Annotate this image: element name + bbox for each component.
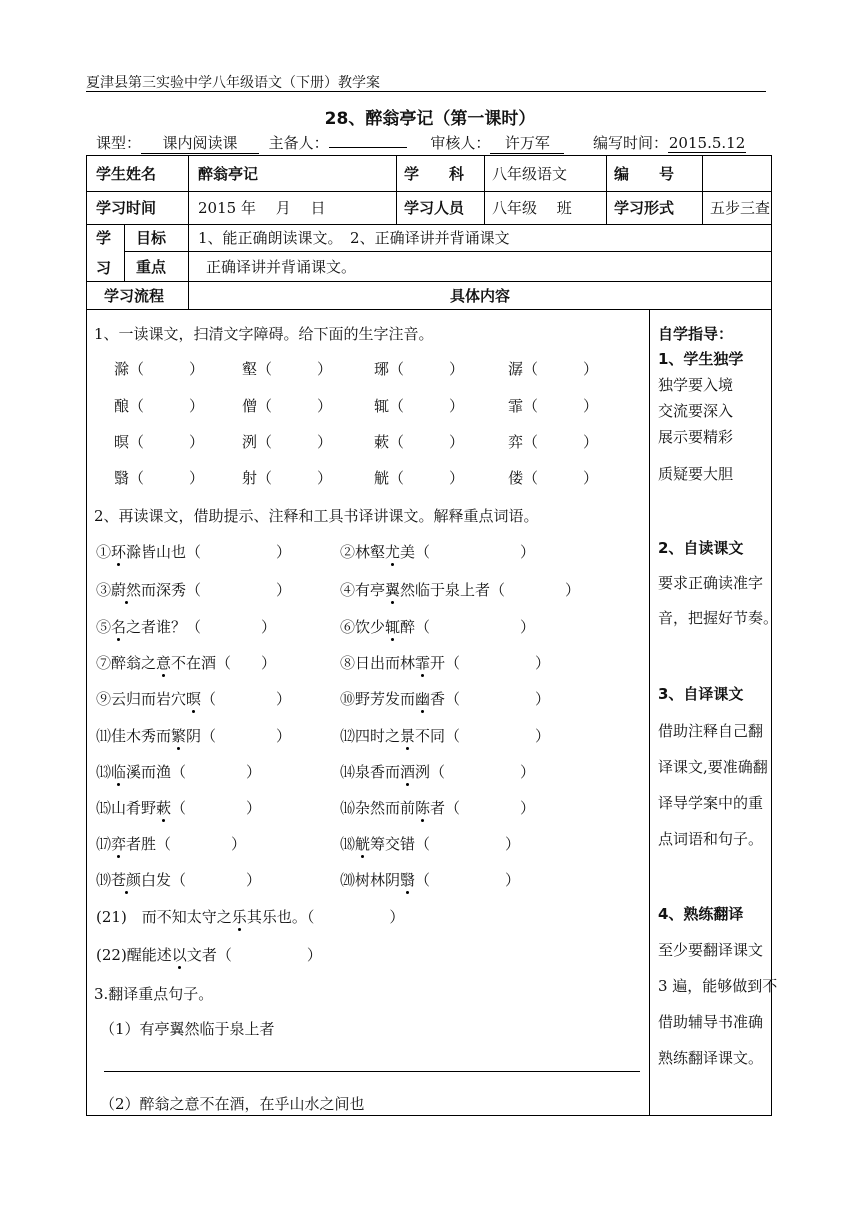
guide-title: 自学指导： bbox=[658, 325, 734, 343]
col-divider bbox=[188, 155, 189, 224]
question-2: 2、再读课文，借助提示、注释和工具书译讲课文。解释重点词语。 bbox=[94, 507, 539, 525]
col-divider bbox=[396, 155, 397, 224]
date-value: 2015.5.12 bbox=[668, 134, 746, 152]
sentence-1: （1）有亭翼然临于泉上者 bbox=[100, 1020, 275, 1038]
char-item: 翳（ ） bbox=[114, 469, 205, 487]
phrase-22: (22)醒能述以文者（ ） bbox=[96, 946, 322, 964]
study-staff-label: 学习人员 bbox=[404, 199, 465, 217]
study-time-value: 2015 年 月 日 bbox=[198, 199, 326, 217]
char-item: 辄（ ） bbox=[374, 397, 465, 415]
guide-text: 译导学案中的重 bbox=[658, 794, 764, 812]
row-divider bbox=[86, 309, 772, 310]
guide-step-4: 4、熟练翻译 bbox=[658, 905, 744, 923]
col-divider bbox=[188, 224, 189, 281]
guide-text: 熟练翻译课文。 bbox=[658, 1049, 764, 1067]
study-form-label: 学习形式 bbox=[614, 199, 675, 217]
guide-text: 要求正确读准字 bbox=[658, 574, 764, 592]
guide-step-2: 2、自读课文 bbox=[658, 539, 744, 557]
phrase-item: ③蔚然而深秀（ ） bbox=[96, 581, 292, 599]
type-value: 课内阅读课 bbox=[141, 132, 259, 154]
guide-step-3: 3、自译课文 bbox=[658, 685, 744, 703]
guide-text: 交流要深入 bbox=[658, 402, 734, 420]
goal-label: 目标 bbox=[136, 229, 167, 247]
study-time-label: 学习时间 bbox=[96, 199, 157, 217]
phrase-item: ⑧日出而林霏开（ ） bbox=[340, 654, 551, 672]
page-title: 28、醉翁亭记（第一课时） bbox=[324, 109, 536, 129]
phrase-item: ⑦醉翁之意不在酒（ ） bbox=[96, 654, 277, 672]
char-item: 偻（ ） bbox=[508, 469, 599, 487]
phrase-item: ⒅觥筹交错（ ） bbox=[340, 835, 521, 853]
phrase-item: ⑾佳木秀而繁阴（ ） bbox=[96, 727, 292, 745]
guide-text: 至少要翻译课文 bbox=[658, 941, 764, 959]
col-divider bbox=[484, 155, 485, 224]
guide-text: 音，把握好节奏。 bbox=[658, 609, 779, 627]
phrase-item: ⑥饮少辄醉（ ） bbox=[340, 618, 536, 636]
char-item: 琊（ ） bbox=[374, 360, 465, 378]
side-label-1: 学 bbox=[96, 229, 112, 247]
preparer-value bbox=[329, 147, 407, 148]
guide-text: 展示要精彩 bbox=[658, 428, 734, 446]
guide-step-1: 1、学生独学 bbox=[658, 350, 744, 368]
study-form-value: 五步三查 bbox=[710, 199, 771, 217]
guide-text: 独学要入境 bbox=[658, 376, 734, 394]
char-item: 弈（ ） bbox=[508, 433, 599, 451]
char-item: 壑（ ） bbox=[242, 360, 333, 378]
char-item: 洌（ ） bbox=[242, 433, 333, 451]
char-item: 酿（ ） bbox=[114, 397, 205, 415]
phrase-item: ②林壑尤美（ ） bbox=[340, 543, 536, 561]
key-label: 重点 bbox=[136, 257, 167, 276]
phrase-item: ①环滁皆山也（ ） bbox=[96, 543, 292, 561]
subject-label: 学 科 bbox=[404, 164, 465, 183]
col-divider bbox=[124, 224, 125, 281]
char-item: 潺（ ） bbox=[508, 360, 599, 378]
phrase-item: ⑨云归而岩穴暝（ ） bbox=[96, 690, 292, 708]
phrase-item: ⑩野芳发而幽香（ ） bbox=[340, 690, 551, 708]
phrase-item: ⒀临溪而渔（ ） bbox=[96, 763, 262, 781]
phrase-item: ④有亭翼然临于泉上者（ ） bbox=[340, 581, 581, 599]
student-name-label: 学生姓名 bbox=[96, 164, 157, 183]
char-item: 射（ ） bbox=[242, 469, 333, 487]
phrase-item: ⑿四时之景不同（ ） bbox=[340, 727, 551, 745]
guide-text: 借助注释自己翻 bbox=[658, 722, 764, 740]
phrase-item: ⒄弈者胜（ ） bbox=[96, 835, 247, 853]
char-item: 僧（ ） bbox=[242, 397, 333, 415]
header-rule bbox=[86, 91, 766, 92]
flow-right-header: 具体内容 bbox=[449, 286, 510, 305]
phrase-item: ⒇树林阴翳（ ） bbox=[340, 871, 521, 889]
number-label: 编 号 bbox=[614, 164, 675, 183]
col-divider bbox=[649, 309, 650, 1116]
question-3: 3.翻译重点句子。 bbox=[94, 985, 214, 1003]
document-header: 夏津县第三实验中学八年级语文（下册）教学案 bbox=[86, 75, 380, 91]
col-divider bbox=[606, 155, 607, 224]
phrase-item: ⒃杂然而前陈者（ ） bbox=[340, 799, 536, 817]
side-label-2: 习 bbox=[96, 258, 112, 277]
phrase-item: ⑤名之者谁？（ ） bbox=[96, 618, 277, 636]
lesson-name: 醉翁亭记 bbox=[198, 164, 259, 183]
char-item: 滁（ ） bbox=[114, 360, 205, 378]
guide-text: 译课文,要准确翻 bbox=[658, 758, 768, 776]
answer-line bbox=[104, 1071, 640, 1072]
preparer-label: 主备人： bbox=[268, 134, 329, 152]
char-item: 霏（ ） bbox=[508, 397, 599, 415]
guide-text: 借助辅导书准确 bbox=[658, 1013, 764, 1031]
phrase-item: ⒆苍颜白发（ ） bbox=[96, 871, 262, 889]
flow-left-header: 学习流程 bbox=[104, 286, 165, 305]
guide-text: 质疑要大胆 bbox=[658, 465, 734, 483]
reviewer-label: 审核人： bbox=[430, 134, 491, 152]
guide-text: 点词语和句子。 bbox=[658, 830, 764, 848]
question-1: 1、一读课文，扫清文字障碍。给下面的生字注音。 bbox=[94, 325, 434, 343]
type-label: 课型： bbox=[96, 134, 142, 152]
col-divider bbox=[702, 155, 703, 224]
date-label: 编写时间： bbox=[593, 134, 669, 152]
sentence-2: （2）醉翁之意不在酒，在乎山水之间也 bbox=[100, 1095, 365, 1113]
key-text: 正确译讲并背诵课文。 bbox=[206, 257, 357, 276]
phrase-21: (21) 而不知太守之乐其乐也。（ ） bbox=[96, 908, 405, 926]
phrase-item: ⒁泉香而酒洌（ ） bbox=[340, 763, 536, 781]
guide-text: 3 遍，能够做到不 bbox=[658, 977, 778, 995]
char-item: 暝（ ） bbox=[114, 433, 205, 451]
char-item: 觥（ ） bbox=[374, 469, 465, 487]
reviewer-value: 许万军 bbox=[490, 132, 564, 154]
phrase-item: ⒂山肴野蔌（ ） bbox=[96, 799, 262, 817]
meta-line bbox=[96, 132, 746, 154]
subject-value: 八年级语文 bbox=[492, 164, 568, 183]
study-staff-value: 八年级 班 bbox=[492, 199, 572, 217]
char-item: 蔌（ ） bbox=[374, 433, 465, 451]
goal-text: 1、能正确朗读课文。 2、正确译讲并背诵课文 bbox=[198, 229, 510, 247]
